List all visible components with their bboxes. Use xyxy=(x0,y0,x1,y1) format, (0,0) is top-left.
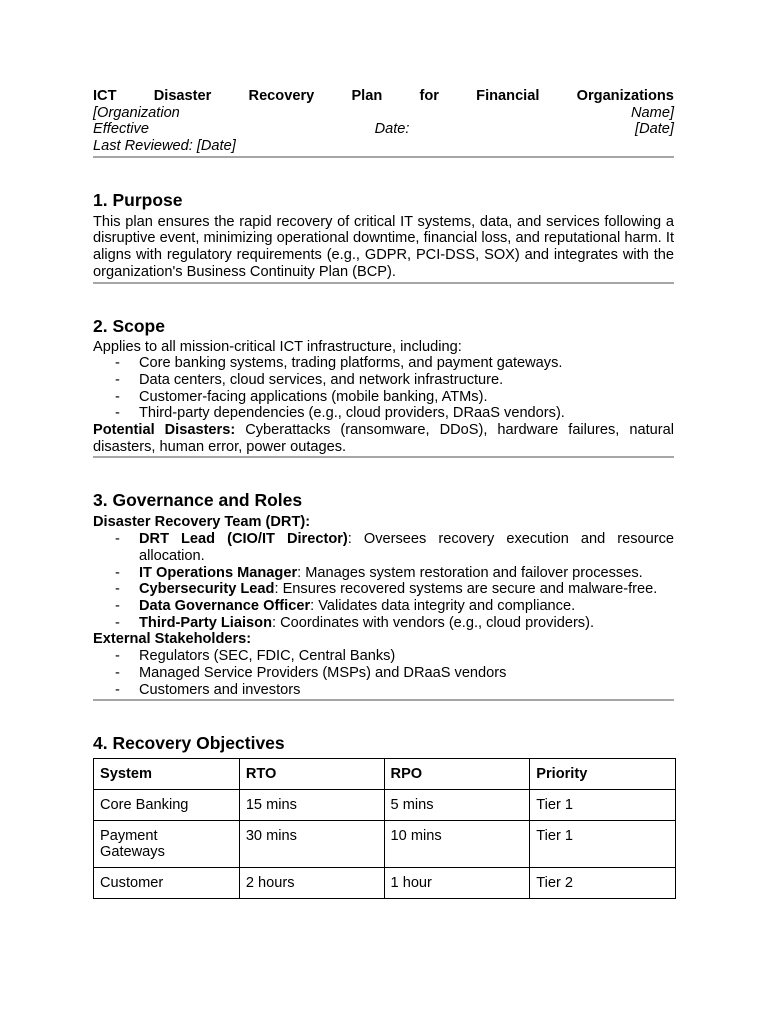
role-desc: : Oversees recovery execution and resource allocation. xyxy=(139,531,674,564)
external-stakeholders-label xyxy=(93,631,674,648)
table-cell: Tier 2 xyxy=(530,868,676,899)
purpose-text: This plan ensures the rapid recovery of critical IT systems, data, and services following a disruptive event, minimizing operational downtime, financial loss, and reputational harm. It aligns with regulatory requirements (e.g., GDPR, PCI-DSS, SOX) and integrates with the organization's Business Continuity Plan (BCP). xyxy=(93,213,674,280)
role-item xyxy=(93,531,674,564)
title-word: Plan xyxy=(351,88,383,104)
table-cell: 10 mins xyxy=(384,820,530,867)
date-word: Date: xyxy=(374,121,410,138)
drt-label xyxy=(93,514,674,531)
section-divider xyxy=(93,456,674,458)
external-stakeholders-list xyxy=(93,648,674,698)
role-desc: : Manages system restoration and failover processes. xyxy=(297,564,643,581)
organization-line xyxy=(93,105,674,122)
list-item: - Data centers, cloud services, and network infrastructure. xyxy=(93,372,674,389)
table-cell: Tier 1 xyxy=(530,820,676,867)
table-cell: 15 mins xyxy=(239,789,384,820)
title-word: ICT xyxy=(93,88,117,104)
drt-label-text: Disaster Recovery Team (DRT): xyxy=(93,514,311,531)
role-name: Data Governance Officer xyxy=(139,598,311,614)
document-page xyxy=(93,88,674,899)
potential-disasters-text: Cyberattacks (ransomware, DDoS), hardware failures, natural disasters, human error, power outages. xyxy=(93,422,674,455)
table-row xyxy=(94,868,676,899)
column-header: RTO xyxy=(239,759,384,790)
role-desc: : Coordinates with vendors (e.g., cloud providers). xyxy=(271,614,595,631)
role-item xyxy=(93,565,674,582)
scope-intro: Applies to all mission-critical ICT infrastructure, including: xyxy=(93,338,462,355)
list-item: - Regulators (SEC, FDIC, Central Banks) xyxy=(93,648,674,665)
role-name: Cybersecurity Lead xyxy=(139,581,275,598)
recovery-objectives-table xyxy=(93,758,676,899)
role-name: Third-Party Liaison xyxy=(139,614,272,631)
document-title xyxy=(93,88,674,105)
table-row xyxy=(94,789,676,820)
title-word: Organizations xyxy=(576,88,674,104)
table-cell: Core Banking xyxy=(94,789,240,820)
column-header: Priority xyxy=(530,759,676,790)
table-cell xyxy=(94,820,240,867)
role-desc: : Validates data integrity and compliance. xyxy=(310,598,576,614)
column-header: RPO xyxy=(384,759,530,790)
table-cell: Customer xyxy=(94,868,240,899)
list-item: - Customers and investors xyxy=(93,682,674,699)
last-reviewed-line xyxy=(93,138,674,155)
external-label-text: External Stakeholders: xyxy=(93,631,252,648)
table-cell: 2 hours xyxy=(239,868,384,899)
role-desc: : Ensures recovered systems are secure and malware-free. xyxy=(274,581,658,598)
list-item: - Third-party dependencies (e.g., cloud providers, DRaaS vendors). xyxy=(93,405,674,422)
org-placeholder-start: [Organization xyxy=(93,104,180,121)
role-name: DRT Lead (CIO/IT Director) xyxy=(139,531,348,548)
drt-roles-list xyxy=(93,531,674,631)
cell-text: Payment Gateways xyxy=(100,827,165,861)
section-heading-objectives: 4. Recovery Objectives xyxy=(93,733,285,754)
column-header: System xyxy=(94,759,240,790)
table-cell: 30 mins xyxy=(239,820,384,867)
list-item: - Managed Service Providers (MSPs) and DRaaS vendors xyxy=(93,665,674,682)
role-item xyxy=(93,598,674,615)
last-reviewed: Last Reviewed: [Date] xyxy=(93,138,236,155)
section-divider xyxy=(93,156,674,158)
section-divider xyxy=(93,282,674,284)
table-cell: 1 hour xyxy=(384,868,530,899)
effective-date-line xyxy=(93,121,674,138)
table-cell: Tier 1 xyxy=(530,789,676,820)
section-heading-purpose: 1. Purpose xyxy=(93,189,183,210)
effective-word: Effective xyxy=(93,121,149,138)
section-heading-governance: 3. Governance and Roles xyxy=(93,490,303,511)
table-header-row xyxy=(94,759,676,790)
date-placeholder: [Date] xyxy=(635,121,674,138)
table-cell: 5 mins xyxy=(384,789,530,820)
role-item xyxy=(93,615,674,632)
role-name: IT Operations Manager xyxy=(139,564,298,581)
title-word: for xyxy=(419,88,439,104)
title-word: Financial xyxy=(476,88,540,104)
potential-disasters xyxy=(93,422,674,455)
role-item xyxy=(93,581,674,598)
section-heading-scope: 2. Scope xyxy=(93,315,165,336)
potential-disasters-label: Potential Disasters: xyxy=(93,422,236,439)
title-word: Disaster xyxy=(153,88,212,104)
org-placeholder-end: Name] xyxy=(631,104,674,121)
list-item: - Customer-facing applications (mobile banking, ATMs). xyxy=(93,389,674,406)
section-divider xyxy=(93,699,674,701)
title-word: Recovery xyxy=(248,88,315,104)
table-row xyxy=(94,820,676,867)
list-item: - Core banking systems, trading platforms, and payment gateways. xyxy=(93,355,674,372)
scope-list xyxy=(93,355,674,422)
